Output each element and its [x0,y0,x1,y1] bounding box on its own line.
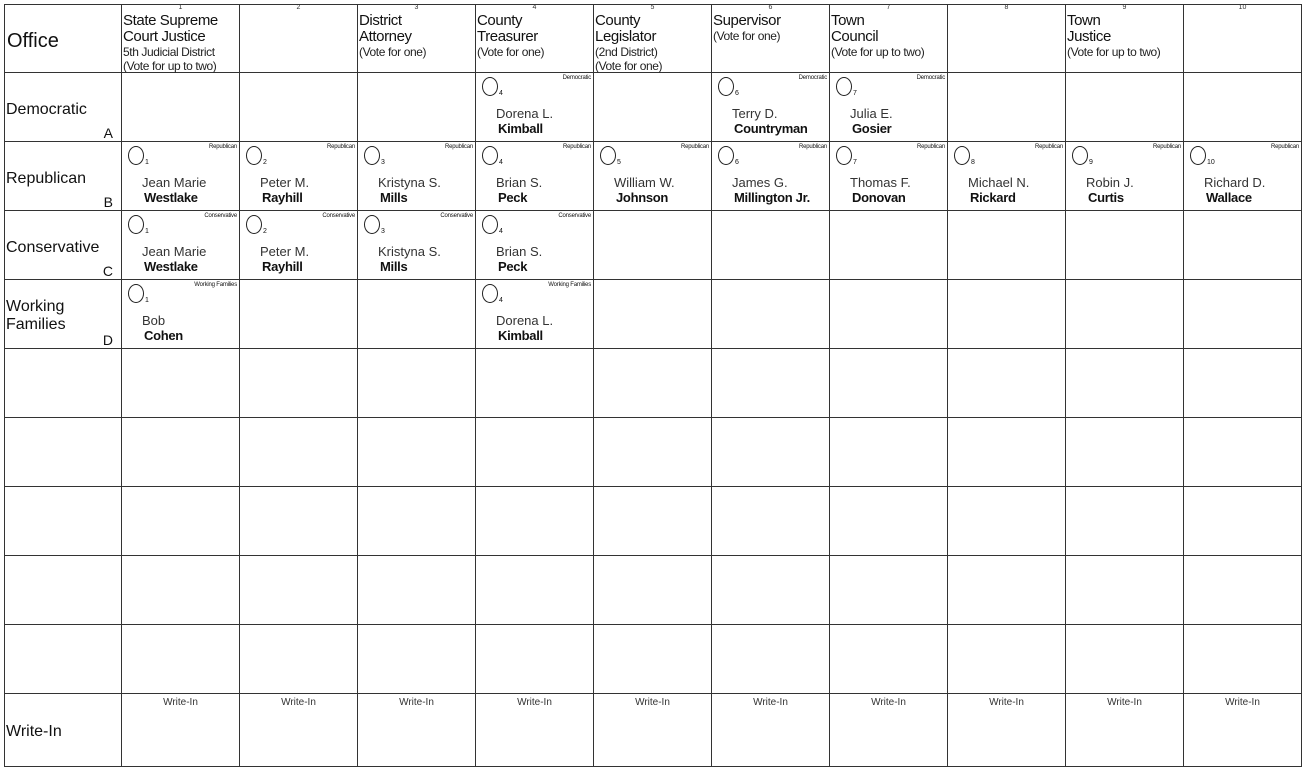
office-title-line: Court Justice [123,28,206,45]
office-title-line: Town [831,12,865,29]
empty-ballot-cell [948,73,1066,142]
party-name [6,239,99,257]
vote-oval[interactable] [718,77,734,96]
candidate-cell[interactable] [476,142,594,211]
party-tag: Conservative [322,213,355,219]
empty-ballot-cell [712,487,830,556]
candidate-cell[interactable] [122,142,240,211]
empty-ballot-cell [830,487,948,556]
empty-ballot-cell [122,556,240,625]
writein-cell[interactable] [948,694,1066,767]
candidate-cell[interactable] [122,280,240,349]
candidate-cell[interactable] [948,142,1066,211]
empty-ballot-cell [830,625,948,694]
party-row-label-cell [4,211,122,280]
empty-ballot-cell [830,418,948,487]
candidate-cell[interactable] [712,73,830,142]
office-subtitle-line: (Vote for one) [713,29,781,43]
candidate-last-name: Kimball [498,121,543,136]
empty-row-label-cell [4,556,122,625]
writein-row-label-cell [4,694,122,767]
candidate-last-name: Westlake [144,259,198,274]
candidate-first-name: Thomas F. [850,175,911,190]
writein-cell[interactable] [358,694,476,767]
column-number: 6 [768,4,773,11]
party-tag: Conservative [204,213,237,219]
vote-oval[interactable] [482,146,498,165]
office-subtitle-line: (2nd District) [595,45,658,59]
vote-oval[interactable] [836,77,852,96]
ballot-position-number: 6 [735,159,739,166]
empty-ballot-cell [948,280,1066,349]
office-subtitle-line: (Vote for up to two) [1067,45,1161,59]
candidate-cell[interactable] [240,211,358,280]
candidate-first-name: Brian S. [496,244,543,259]
ballot-position-number: 2 [263,159,267,166]
empty-ballot-cell [830,280,948,349]
empty-ballot-cell [1184,625,1302,694]
party-name-line: Families [6,316,66,333]
vote-oval[interactable] [482,77,498,96]
empty-ballot-cell [1184,280,1302,349]
empty-ballot-cell [594,349,712,418]
party-tag: Republican [916,144,945,150]
candidate-first-name: Richard D. [1204,175,1266,190]
candidate-cell[interactable] [712,142,830,211]
candidate-last-name: Mills [380,259,408,274]
empty-ballot-cell [240,556,358,625]
empty-ballot-cell [948,487,1066,556]
candidate-first-name: Michael N. [968,175,1030,190]
office-subtitle-line: 5th Judicial District [123,45,215,59]
writein-cell[interactable] [1066,694,1184,767]
party-tag: Republican [1034,144,1063,150]
empty-ballot-cell [594,211,712,280]
office-column-header [240,4,358,73]
writein-label: Write-In [1225,697,1260,708]
office-subtitle-line: (Vote for up to two) [831,45,925,59]
writein-row-label: Write-In [6,723,62,740]
empty-ballot-cell [240,280,358,349]
candidate-last-name: Curtis [1088,190,1124,205]
party-tag: Conservative [440,213,473,219]
office-title-line: District [359,12,402,29]
candidate-cell[interactable] [358,142,476,211]
party-tag: Republican [562,144,591,150]
office-subtitle-line: (Vote for one) [477,45,545,59]
candidate-first-name: Bob [142,313,166,328]
empty-row-label-cell [4,625,122,694]
empty-ballot-cell [358,487,476,556]
ballot-position-number: 3 [381,159,385,166]
vote-oval[interactable] [1072,146,1088,165]
empty-ballot-cell [948,625,1066,694]
party-tag: Working Families [548,282,591,288]
ballot-position-number: 4 [499,159,503,166]
writein-label: Write-In [399,697,434,708]
empty-row-label-cell [4,487,122,556]
empty-ballot-cell [1066,487,1184,556]
candidate-last-name: Rickard [970,190,1016,205]
ballot-position-number: 9 [1089,159,1093,166]
party-name [6,101,87,119]
candidate-first-name: Kristyna S. [378,244,441,259]
vote-oval[interactable] [482,215,498,234]
party-name [6,170,86,188]
office-column-header [712,4,830,73]
candidate-last-name: Rayhill [262,190,303,205]
empty-ballot-cell [830,556,948,625]
candidate-first-name: Terry D. [732,106,778,121]
writein-cell[interactable] [476,694,594,767]
empty-ballot-cell [1066,349,1184,418]
candidate-last-name: Johnson [616,190,669,205]
writein-label: Write-In [281,697,316,708]
empty-ballot-cell [594,625,712,694]
candidate-last-name: Wallace [1206,190,1252,205]
empty-ballot-cell [594,418,712,487]
empty-ballot-cell [1184,487,1302,556]
ballot-position-number: 10 [1207,159,1215,166]
candidate-first-name: Jean Marie [142,175,207,190]
candidate-last-name: Countryman [734,121,808,136]
office-title-line: Attorney [359,28,412,45]
office-title-line: Treasurer [477,28,538,45]
candidate-last-name: Gosier [852,121,892,136]
office-column-header [830,4,948,73]
candidate-first-name: Peter M. [260,175,310,190]
column-number: 8 [1004,4,1009,11]
party-row-letter: D [102,332,113,348]
office-title-line: State Supreme [123,12,218,29]
party-tag: Democratic [916,75,945,81]
party-name-line: Republican [6,170,87,187]
candidate-cell[interactable] [830,142,948,211]
empty-ballot-cell [476,487,594,556]
writein-cell[interactable] [594,694,712,767]
writein-label: Write-In [1107,697,1142,708]
empty-ballot-cell [594,556,712,625]
empty-ballot-cell [122,418,240,487]
ballot-position-number: 7 [853,90,857,97]
empty-ballot-cell [240,418,358,487]
candidate-first-name: Brian S. [496,175,543,190]
candidate-last-name: Millington Jr. [734,190,810,205]
vote-oval[interactable] [128,215,144,234]
ballot-position-number: 1 [145,159,149,166]
candidate-first-name: Robin J. [1086,175,1134,190]
column-number: 9 [1122,4,1127,11]
ballot-position-number: 6 [735,90,739,97]
vote-oval[interactable] [718,146,734,165]
party-row-label-cell [4,73,122,142]
ballot-position-number: 5 [617,159,621,166]
empty-ballot-cell [594,487,712,556]
candidate-cell[interactable] [830,73,948,142]
candidate-cell[interactable] [476,280,594,349]
empty-ballot-cell [1184,556,1302,625]
column-number: 4 [532,4,537,11]
ballot-position-number: 4 [499,90,503,97]
office-column-header [358,4,476,73]
empty-ballot-cell [594,280,712,349]
candidate-cell[interactable] [240,142,358,211]
empty-row-label-cell [4,349,122,418]
vote-oval[interactable] [482,284,498,303]
office-column-header [948,4,1066,73]
ballot-position-number: 1 [145,297,149,304]
ballot-position-number: 8 [971,159,975,166]
empty-ballot-cell [1066,556,1184,625]
party-tag: Republican [1152,144,1181,150]
candidate-last-name: Peck [498,259,528,274]
candidate-first-name: Peter M. [260,244,310,259]
candidate-first-name: Jean Marie [142,244,207,259]
candidate-last-name: Cohen [144,328,183,343]
candidate-first-name: Julia E. [850,106,893,121]
ballot-position-number: 1 [145,228,149,235]
empty-ballot-cell [240,487,358,556]
empty-ballot-cell [948,556,1066,625]
empty-ballot-cell [122,349,240,418]
column-number: 7 [886,4,891,11]
office-column-header [594,4,712,73]
empty-ballot-cell [1066,418,1184,487]
empty-ballot-cell [358,349,476,418]
party-row-letter: C [102,263,113,279]
party-row-label-cell [4,142,122,211]
writein-label: Write-In [871,697,906,708]
writein-label: Write-In [163,697,198,708]
candidate-cell[interactable] [476,211,594,280]
vote-oval[interactable] [1190,146,1206,165]
column-number: 1 [178,4,183,11]
empty-ballot-cell [476,418,594,487]
empty-ballot-cell [830,349,948,418]
party-name-line: Conservative [6,239,100,256]
empty-ballot-cell [1066,211,1184,280]
party-tag: Conservative [558,213,591,219]
party-tag: Republican [208,144,237,150]
empty-ballot-cell [1184,418,1302,487]
candidate-cell[interactable] [1184,142,1302,211]
candidate-last-name: Kimball [498,328,543,343]
column-number: 10 [1238,4,1247,11]
office-column-header [1066,4,1184,73]
candidate-first-name: James G. [732,175,788,190]
candidate-first-name: Dorena L. [496,106,554,121]
vote-oval[interactable] [836,146,852,165]
party-tag: Democratic [798,75,827,81]
party-name-line: Working [6,298,65,315]
vote-oval[interactable] [364,215,380,234]
office-column-header [122,4,240,73]
candidate-cell[interactable] [594,142,712,211]
candidate-first-name: Dorena L. [496,313,554,328]
empty-ballot-cell [594,73,712,142]
office-column-header [1184,4,1302,73]
candidate-last-name: Donovan [852,190,906,205]
empty-ballot-cell [122,625,240,694]
ballot-position-number: 3 [381,228,385,235]
office-subtitle-line: (Vote for one) [359,45,427,59]
writein-cell[interactable] [830,694,948,767]
vote-oval[interactable] [128,284,144,303]
empty-ballot-cell [122,487,240,556]
party-tag: Working Families [194,282,237,288]
empty-ballot-cell [122,73,240,142]
ballot-position-number: 2 [263,228,267,235]
candidate-last-name: Rayhill [262,259,303,274]
writein-label: Write-In [753,697,788,708]
vote-oval[interactable] [364,146,380,165]
candidate-cell[interactable] [122,211,240,280]
empty-ballot-cell [476,349,594,418]
party-name [6,298,66,334]
empty-ballot-cell [358,556,476,625]
writein-cell[interactable] [1184,694,1302,767]
vote-oval[interactable] [246,215,262,234]
office-title-line: County [595,12,641,29]
empty-ballot-cell [358,280,476,349]
candidate-last-name: Mills [380,190,408,205]
empty-ballot-cell [948,349,1066,418]
ballot-grid [4,4,1302,767]
empty-ballot-cell [712,625,830,694]
ballot-position-number: 7 [853,159,857,166]
office-title-line: Town [1067,12,1101,29]
party-tag: Republican [680,144,709,150]
party-tag: Republican [1270,144,1299,150]
office-column-header [476,4,594,73]
empty-ballot-cell [712,556,830,625]
writein-label: Write-In [635,697,670,708]
empty-ballot-cell [948,418,1066,487]
writein-cell[interactable] [240,694,358,767]
empty-ballot-cell [948,211,1066,280]
party-tag: Republican [444,144,473,150]
office-label: Office [7,30,59,52]
candidate-first-name: William W. [614,175,675,190]
empty-ballot-cell [240,73,358,142]
empty-ballot-cell [1184,349,1302,418]
party-tag: Republican [326,144,355,150]
empty-ballot-cell [358,625,476,694]
office-title-line: Legislator [595,28,657,45]
empty-ballot-cell [358,418,476,487]
column-number: 3 [414,4,419,11]
party-tag: Republican [798,144,827,150]
empty-ballot-cell [1066,625,1184,694]
vote-oval[interactable] [954,146,970,165]
column-number: 2 [296,4,301,11]
empty-ballot-cell [1066,73,1184,142]
office-subtitle-line: (Vote for up to two) [123,59,217,73]
office-title-line: Justice [1067,28,1111,45]
party-row-letter: A [103,125,113,141]
empty-ballot-cell [830,211,948,280]
empty-row-label-cell [4,418,122,487]
writein-label: Write-In [989,697,1024,708]
writein-cell[interactable] [712,694,830,767]
party-name-line: Democratic [6,101,87,118]
candidate-first-name: Kristyna S. [378,175,441,190]
party-row-letter: B [103,194,113,210]
ballot-position-number: 4 [499,228,503,235]
empty-ballot-cell [358,73,476,142]
office-title-line: Supervisor [713,12,781,29]
writein-label: Write-In [517,697,552,708]
candidate-cell[interactable] [1066,142,1184,211]
office-header-cell [4,4,122,73]
vote-oval[interactable] [600,146,616,165]
column-number: 5 [650,4,655,11]
empty-ballot-cell [476,625,594,694]
party-row-label-cell [4,280,122,349]
empty-ballot-cell [1184,73,1302,142]
empty-ballot-cell [240,349,358,418]
empty-ballot-cell [712,349,830,418]
candidate-cell[interactable] [358,211,476,280]
ballot-position-number: 4 [499,297,503,304]
empty-ballot-cell [1184,211,1302,280]
empty-ballot-cell [712,211,830,280]
vote-oval[interactable] [246,146,262,165]
empty-ballot-cell [240,625,358,694]
empty-ballot-cell [712,280,830,349]
candidate-cell[interactable] [476,73,594,142]
office-title-line: County [477,12,523,29]
empty-ballot-cell [1066,280,1184,349]
vote-oval[interactable] [128,146,144,165]
writein-cell[interactable] [122,694,240,767]
office-subtitle-line: (Vote for one) [595,59,663,73]
office-title-line: Council [831,28,879,45]
candidate-last-name: Westlake [144,190,198,205]
empty-ballot-cell [712,418,830,487]
candidate-last-name: Peck [498,190,528,205]
party-tag: Democratic [562,75,591,81]
empty-ballot-cell [476,556,594,625]
